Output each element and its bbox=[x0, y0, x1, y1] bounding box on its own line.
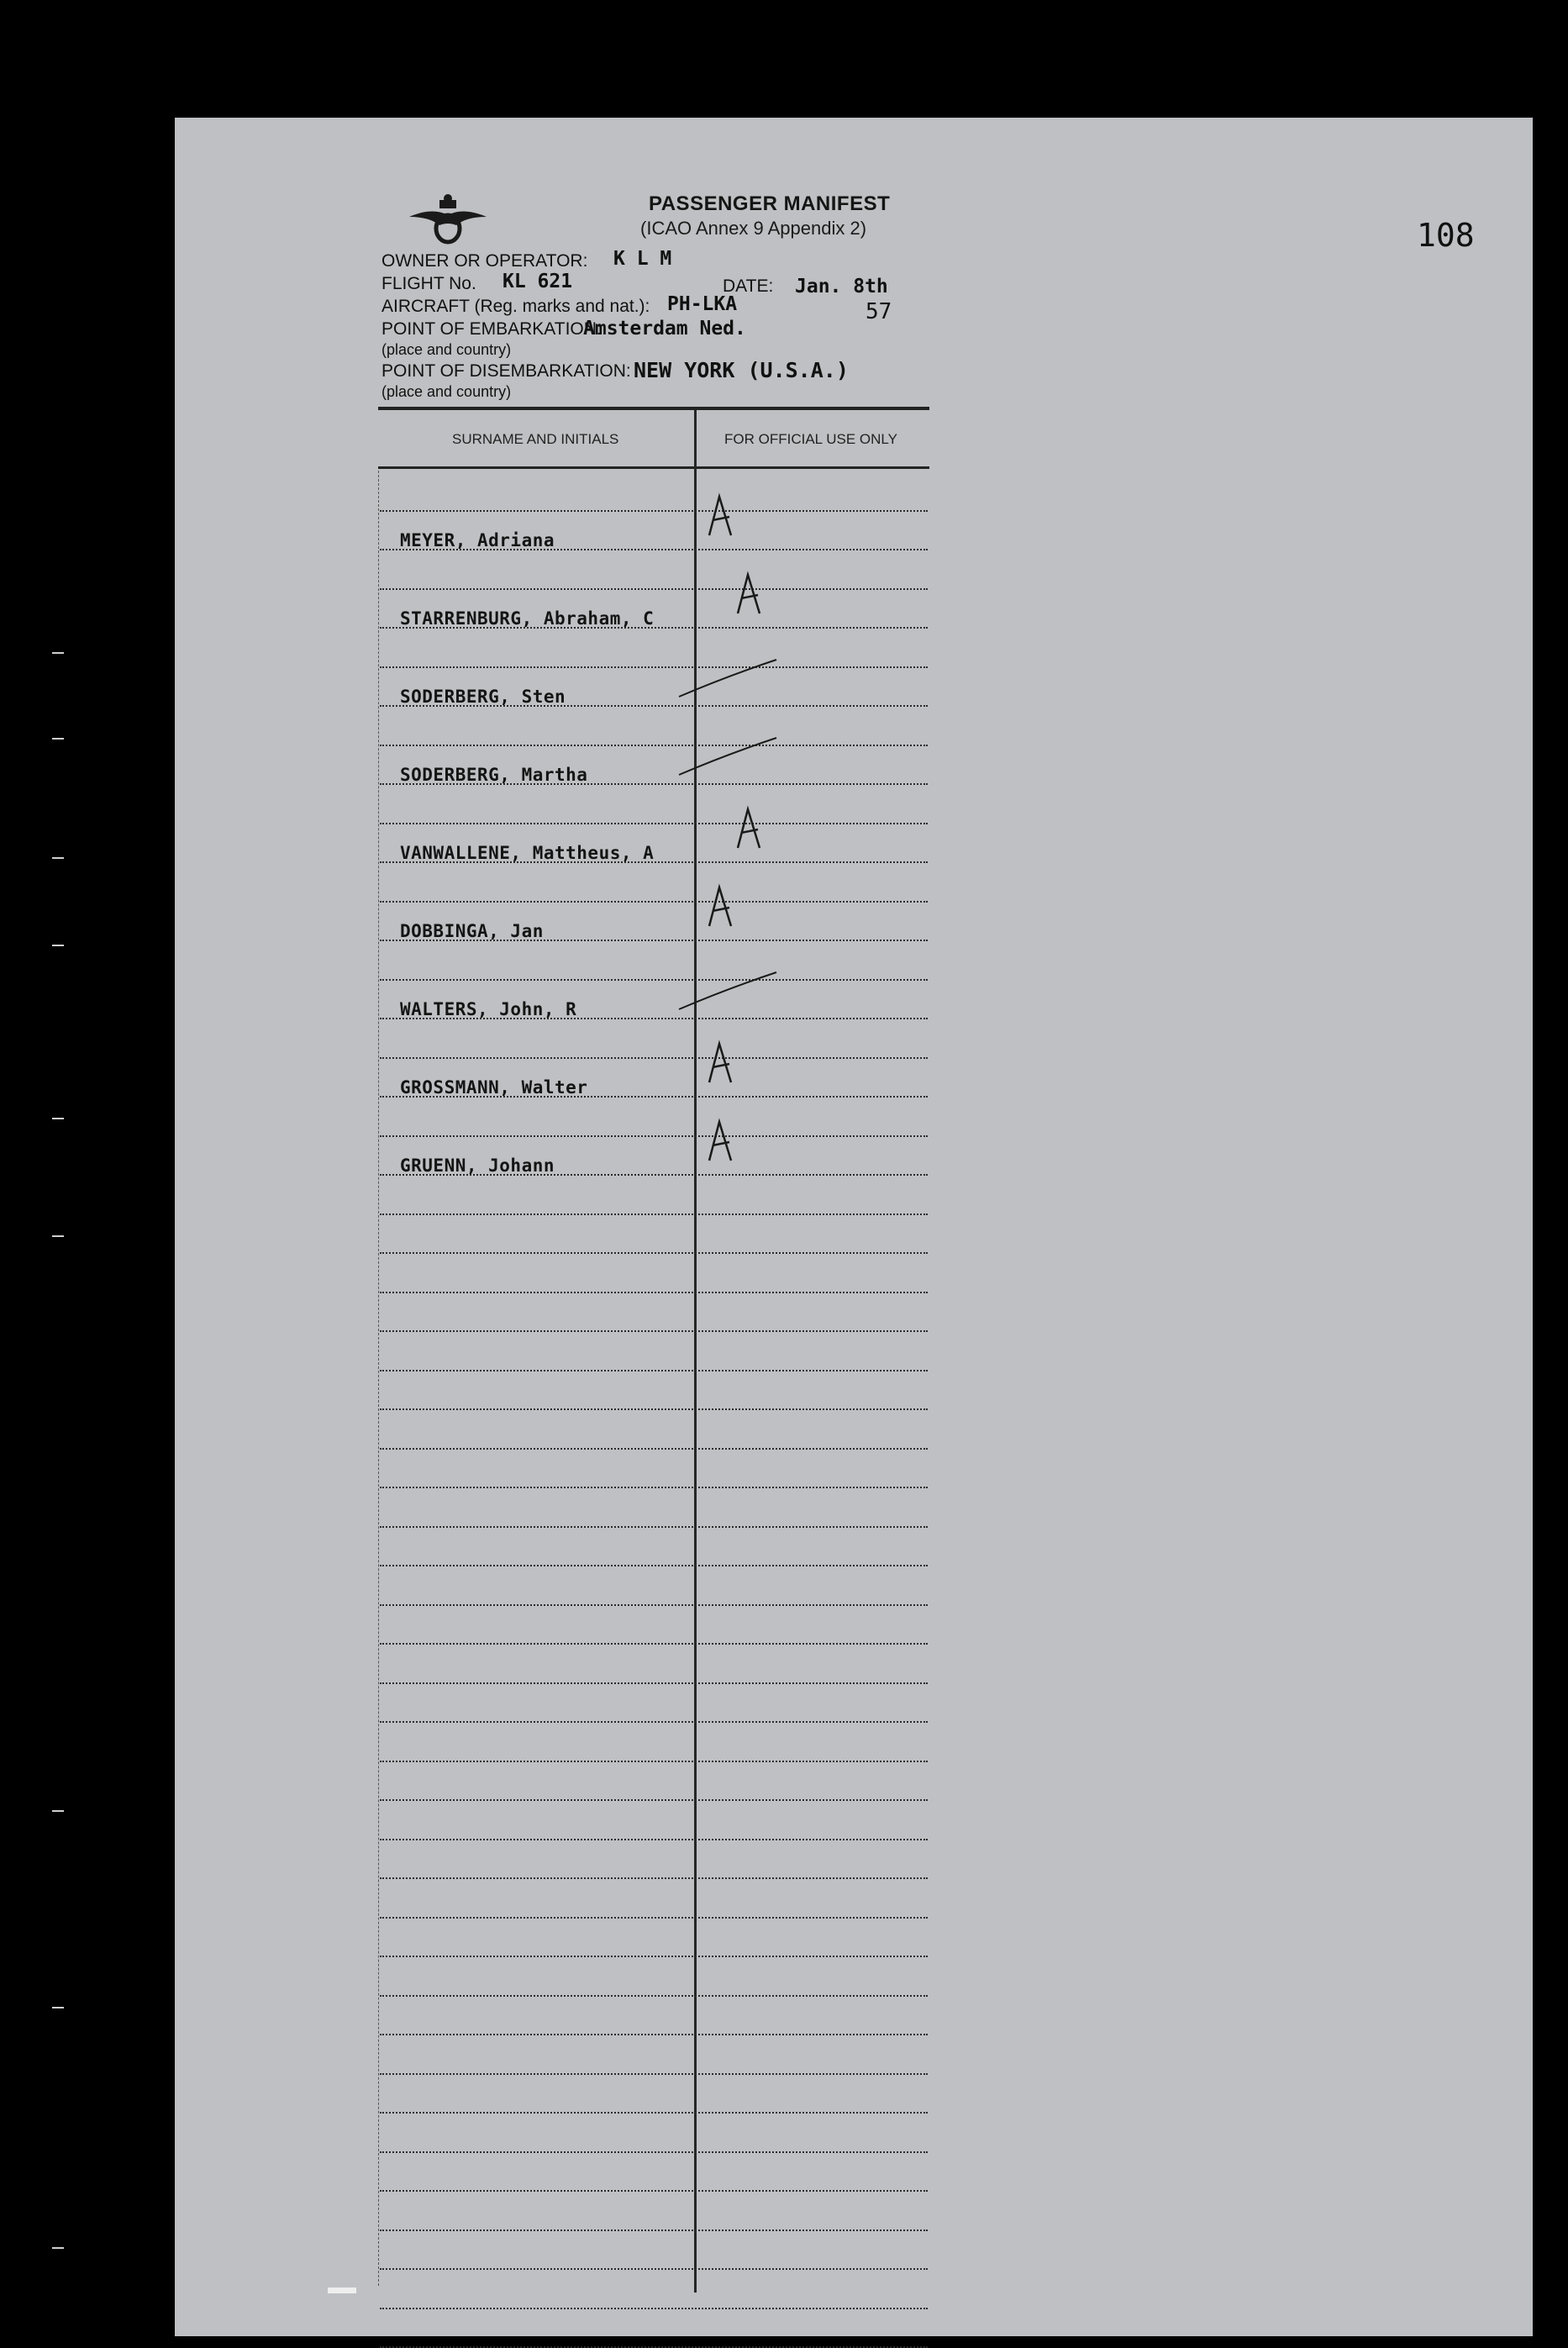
flight-label: FLIGHT No. bbox=[381, 274, 476, 294]
owner-value: K L M bbox=[613, 248, 671, 270]
table-row bbox=[380, 1488, 928, 1528]
margin-tick bbox=[52, 1810, 64, 1812]
table-row bbox=[380, 707, 928, 746]
header-rule bbox=[378, 407, 929, 410]
margin-tick bbox=[52, 857, 64, 859]
table-row bbox=[380, 550, 928, 590]
margin-tick bbox=[52, 1235, 64, 1237]
embarkation-value: Amsterdam Ned. bbox=[583, 318, 746, 340]
passenger-name: MEYER, Adriana bbox=[400, 530, 555, 550]
handwritten-a-mark-icon bbox=[704, 882, 813, 933]
handwritten-a-mark-icon bbox=[704, 492, 813, 542]
table-row bbox=[380, 2309, 928, 2348]
table-row bbox=[380, 668, 928, 708]
table-row bbox=[380, 1410, 928, 1450]
passenger-name: STARRENBURG, Abraham, C bbox=[400, 608, 654, 629]
passenger-name: SODERBERG, Martha bbox=[400, 765, 587, 785]
handwritten-slash-mark-icon bbox=[676, 729, 785, 780]
flight-value: KL 621 bbox=[502, 271, 572, 292]
table-row bbox=[380, 1919, 928, 1958]
table-row bbox=[380, 512, 928, 551]
table-row bbox=[380, 2035, 928, 2075]
passenger-name: WALTERS, John, R bbox=[400, 999, 576, 1019]
embarkation-note: (place and country) bbox=[381, 341, 511, 359]
margin-tick bbox=[52, 2007, 64, 2008]
table-row bbox=[380, 1957, 928, 1997]
table-row bbox=[380, 1059, 928, 1098]
table-row bbox=[380, 903, 928, 942]
table-row bbox=[380, 1019, 928, 1059]
table-row bbox=[380, 1332, 928, 1371]
passenger-name: SODERBERG, Sten bbox=[400, 687, 566, 707]
aircraft-label: AIRCRAFT (Reg. marks and nat.): bbox=[381, 297, 650, 317]
table-row bbox=[380, 1137, 928, 1177]
table-row bbox=[380, 629, 928, 668]
table-row bbox=[380, 2270, 928, 2309]
table-row bbox=[380, 2192, 928, 2231]
table-row bbox=[380, 1879, 928, 1919]
handwritten-a-mark-icon bbox=[733, 804, 842, 855]
table-row bbox=[380, 1997, 928, 2036]
table-row bbox=[380, 1723, 928, 1762]
aircraft-value: PH-LKA bbox=[667, 293, 737, 315]
disembarkation-note: (place and country) bbox=[381, 383, 511, 401]
table-row bbox=[380, 1176, 928, 1215]
surname-column-header: SURNAME AND INITIALS bbox=[452, 431, 618, 448]
table-row bbox=[380, 1801, 928, 1840]
table-row bbox=[380, 1645, 928, 1684]
table-row bbox=[380, 2153, 928, 2193]
table-row bbox=[380, 1684, 928, 1724]
table-row bbox=[380, 1606, 928, 1645]
document-title: PASSENGER MANIFEST bbox=[649, 192, 890, 216]
passenger-name: VANWALLENE, Mattheus, A bbox=[400, 843, 654, 863]
handwritten-slash-mark-icon bbox=[676, 964, 785, 1014]
margin-tick bbox=[52, 738, 64, 740]
klm-crown-logo-icon bbox=[408, 192, 488, 245]
disembarkation-value: NEW YORK (U.S.A.) bbox=[634, 358, 849, 382]
table-row bbox=[380, 2075, 928, 2114]
table-row bbox=[380, 1762, 928, 1802]
margin-tick bbox=[52, 2247, 64, 2249]
document-subtitle: (ICAO Annex 9 Appendix 2) bbox=[640, 218, 866, 240]
passenger-name: DOBBINGA, Jan bbox=[400, 921, 544, 941]
table-row bbox=[380, 1840, 928, 1880]
margin-tick bbox=[52, 1118, 64, 1119]
table-row bbox=[380, 1098, 928, 1137]
handwritten-a-mark-icon bbox=[733, 570, 842, 620]
table-row bbox=[380, 472, 928, 512]
table-row bbox=[380, 1528, 928, 1567]
margin-tick bbox=[52, 652, 64, 654]
table-row bbox=[380, 1371, 928, 1411]
bottom-edge-mark bbox=[328, 2287, 356, 2293]
table-row bbox=[380, 746, 928, 786]
table-row bbox=[380, 981, 928, 1020]
official-column-header: FOR OFFICIAL USE ONLY bbox=[724, 431, 897, 448]
handwritten-a-mark-icon bbox=[704, 1117, 813, 1167]
table-row bbox=[380, 1450, 928, 1489]
embarkation-label: POINT OF EMBARKATION: bbox=[381, 319, 602, 340]
date-value: Jan. 8th bbox=[795, 276, 888, 297]
table-row bbox=[380, 1215, 928, 1255]
table-row bbox=[380, 863, 928, 903]
table-row bbox=[380, 824, 928, 864]
date-year: 57 bbox=[866, 299, 892, 324]
table-row bbox=[380, 1254, 928, 1293]
table-row bbox=[380, 2114, 928, 2153]
table-row bbox=[380, 1293, 928, 1333]
margin-tick bbox=[52, 945, 64, 946]
column-header-rule bbox=[378, 466, 929, 469]
disembarkation-label: POINT OF DISEMBARKATION: bbox=[381, 361, 631, 382]
table-row bbox=[380, 2231, 928, 2271]
page-number: 108 bbox=[1417, 217, 1475, 254]
handwritten-a-mark-icon bbox=[704, 1039, 813, 1089]
table-row bbox=[380, 1566, 928, 1606]
table-row bbox=[380, 590, 928, 629]
date-label: DATE: bbox=[723, 276, 773, 297]
passenger-name: GRUENN, Johann bbox=[400, 1156, 555, 1176]
handwritten-slash-mark-icon bbox=[676, 651, 785, 702]
table-row bbox=[380, 785, 928, 824]
passenger-name: GROSSMANN, Walter bbox=[400, 1077, 587, 1098]
table-row bbox=[380, 941, 928, 981]
owner-label: OWNER OR OPERATOR: bbox=[381, 251, 587, 271]
